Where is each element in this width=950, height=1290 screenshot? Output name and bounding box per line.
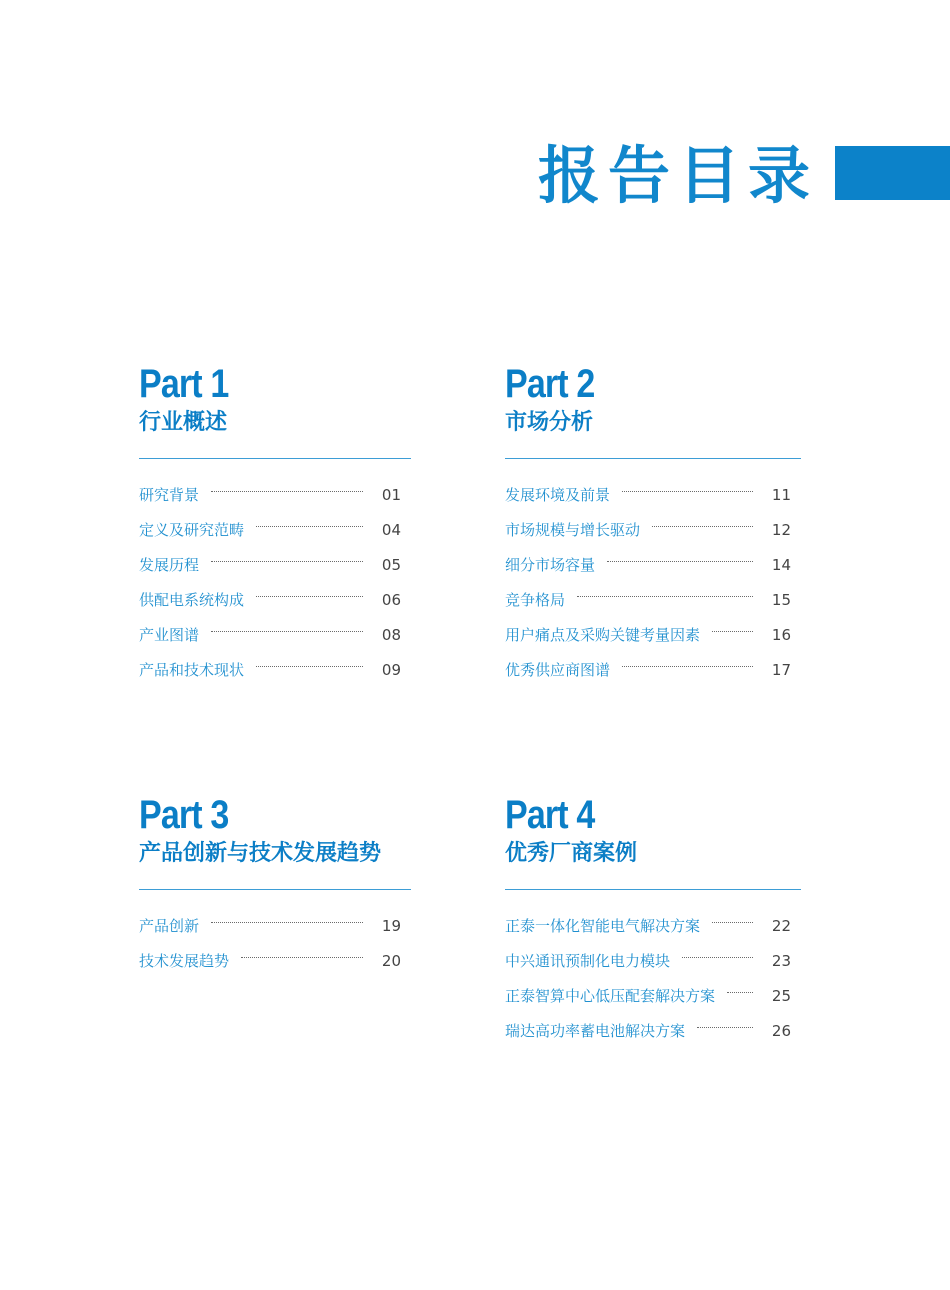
toc-page-number: 23 — [771, 951, 791, 970]
title-accent-bar — [835, 146, 950, 200]
toc-dot-leader — [256, 666, 363, 667]
toc-item-text: 研究背景 — [139, 486, 200, 504]
part-1-section — [139, 362, 411, 687]
part-4-label: Part 4 — [505, 793, 595, 837]
toc-item-text: 定义及研究范畴 — [139, 521, 245, 539]
page-title: 报告目录 — [537, 139, 818, 212]
toc-page-number: 16 — [771, 625, 791, 644]
part-4-toc-list — [505, 908, 801, 1048]
toc-dot-leader — [682, 957, 753, 958]
part-2-section — [505, 362, 801, 687]
toc-item-text: 供配电系统构成 — [139, 591, 245, 609]
toc-page-number: 08 — [381, 625, 401, 644]
toc-dot-leader — [652, 526, 753, 527]
toc-item-text: 产品创新 — [139, 917, 200, 935]
toc-item[interactable] — [505, 617, 801, 652]
toc-item-text: 正泰一体化智能电气解决方案 — [505, 917, 701, 935]
part-1-toc-list — [139, 477, 411, 687]
toc-page-number: 22 — [771, 916, 791, 935]
toc-dot-leader — [211, 491, 363, 492]
toc-page-number: 15 — [771, 590, 791, 609]
toc-item[interactable] — [505, 1013, 801, 1048]
toc-item[interactable] — [505, 652, 801, 687]
part-1-subtitle: 行业概述 — [139, 410, 228, 435]
toc-item-text: 产业图谱 — [139, 626, 200, 644]
part-3-label: Part 3 — [139, 793, 229, 837]
part-2-subtitle: 市场分析 — [505, 410, 594, 435]
toc-item-text: 瑞达高功率蓄电池解决方案 — [505, 1022, 686, 1040]
toc-item[interactable] — [139, 617, 411, 652]
toc-item[interactable] — [139, 652, 411, 687]
toc-page-number: 06 — [381, 590, 401, 609]
toc-page-number: 14 — [771, 555, 791, 574]
toc-item[interactable] — [139, 477, 411, 512]
toc-item[interactable] — [139, 512, 411, 547]
toc-item[interactable] — [139, 582, 411, 617]
toc-item-text: 优秀供应商图谱 — [505, 661, 611, 679]
part-3-divider — [139, 889, 411, 890]
toc-page-number: 11 — [771, 485, 791, 504]
toc-item-text: 发展历程 — [139, 556, 200, 574]
part-1-divider — [139, 458, 411, 459]
toc-item-text: 正泰智算中心低压配套解决方案 — [505, 987, 716, 1005]
part-2-divider — [505, 458, 801, 459]
toc-item[interactable] — [505, 908, 801, 943]
toc-item-text: 细分市场容量 — [505, 556, 596, 574]
toc-dot-leader — [211, 631, 363, 632]
toc-page-number: 04 — [381, 520, 401, 539]
toc-dot-leader — [211, 922, 363, 923]
part-3-subtitle: 产品创新与技术发展趋势 — [139, 841, 382, 866]
toc-page-number: 12 — [771, 520, 791, 539]
toc-page-number: 01 — [381, 485, 401, 504]
toc-dot-leader — [697, 1027, 753, 1028]
toc-page-number: 26 — [771, 1021, 791, 1040]
toc-item-text: 市场规模与增长驱动 — [505, 521, 641, 539]
toc-dot-leader — [622, 666, 753, 667]
toc-item[interactable] — [505, 512, 801, 547]
toc-item[interactable] — [505, 477, 801, 512]
toc-page-number: 19 — [381, 916, 401, 935]
toc-dot-leader — [622, 491, 753, 492]
toc-item[interactable] — [505, 547, 801, 582]
toc-item[interactable] — [505, 943, 801, 978]
toc-item-text: 竞争格局 — [505, 591, 566, 609]
toc-item-text: 用户痛点及采购关键考量因素 — [505, 626, 701, 644]
toc-item-text: 产品和技术现状 — [139, 661, 245, 679]
toc-item[interactable] — [139, 943, 411, 978]
toc-dot-leader — [607, 561, 753, 562]
toc-item[interactable] — [505, 978, 801, 1013]
part-2-label: Part 2 — [505, 362, 595, 406]
part-2-toc-list — [505, 477, 801, 687]
toc-item[interactable] — [139, 547, 411, 582]
toc-dot-leader — [712, 631, 753, 632]
toc-page-number: 25 — [771, 986, 791, 1005]
toc-item-text: 中兴通讯预制化电力模块 — [505, 952, 671, 970]
toc-dot-leader — [256, 526, 363, 527]
toc-item[interactable] — [505, 582, 801, 617]
toc-dot-leader — [211, 561, 363, 562]
part-1-label: Part 1 — [139, 362, 229, 406]
toc-dot-leader — [727, 992, 753, 993]
part-4-subtitle: 优秀厂商案例 — [505, 841, 638, 866]
toc-dot-leader — [712, 922, 753, 923]
toc-dot-leader — [577, 596, 753, 597]
part-3-toc-list — [139, 908, 411, 978]
toc-page-number: 20 — [381, 951, 401, 970]
toc-page-number: 05 — [381, 555, 401, 574]
part-3-section — [139, 793, 411, 978]
toc-dot-leader — [241, 957, 363, 958]
toc-item-text: 技术发展趋势 — [139, 952, 230, 970]
toc-item-text: 发展环境及前景 — [505, 486, 611, 504]
part-4-section — [505, 793, 801, 1048]
toc-page-number: 09 — [381, 660, 401, 679]
toc-dot-leader — [256, 596, 363, 597]
toc-item[interactable] — [139, 908, 411, 943]
part-4-divider — [505, 889, 801, 890]
toc-page-number: 17 — [771, 660, 791, 679]
